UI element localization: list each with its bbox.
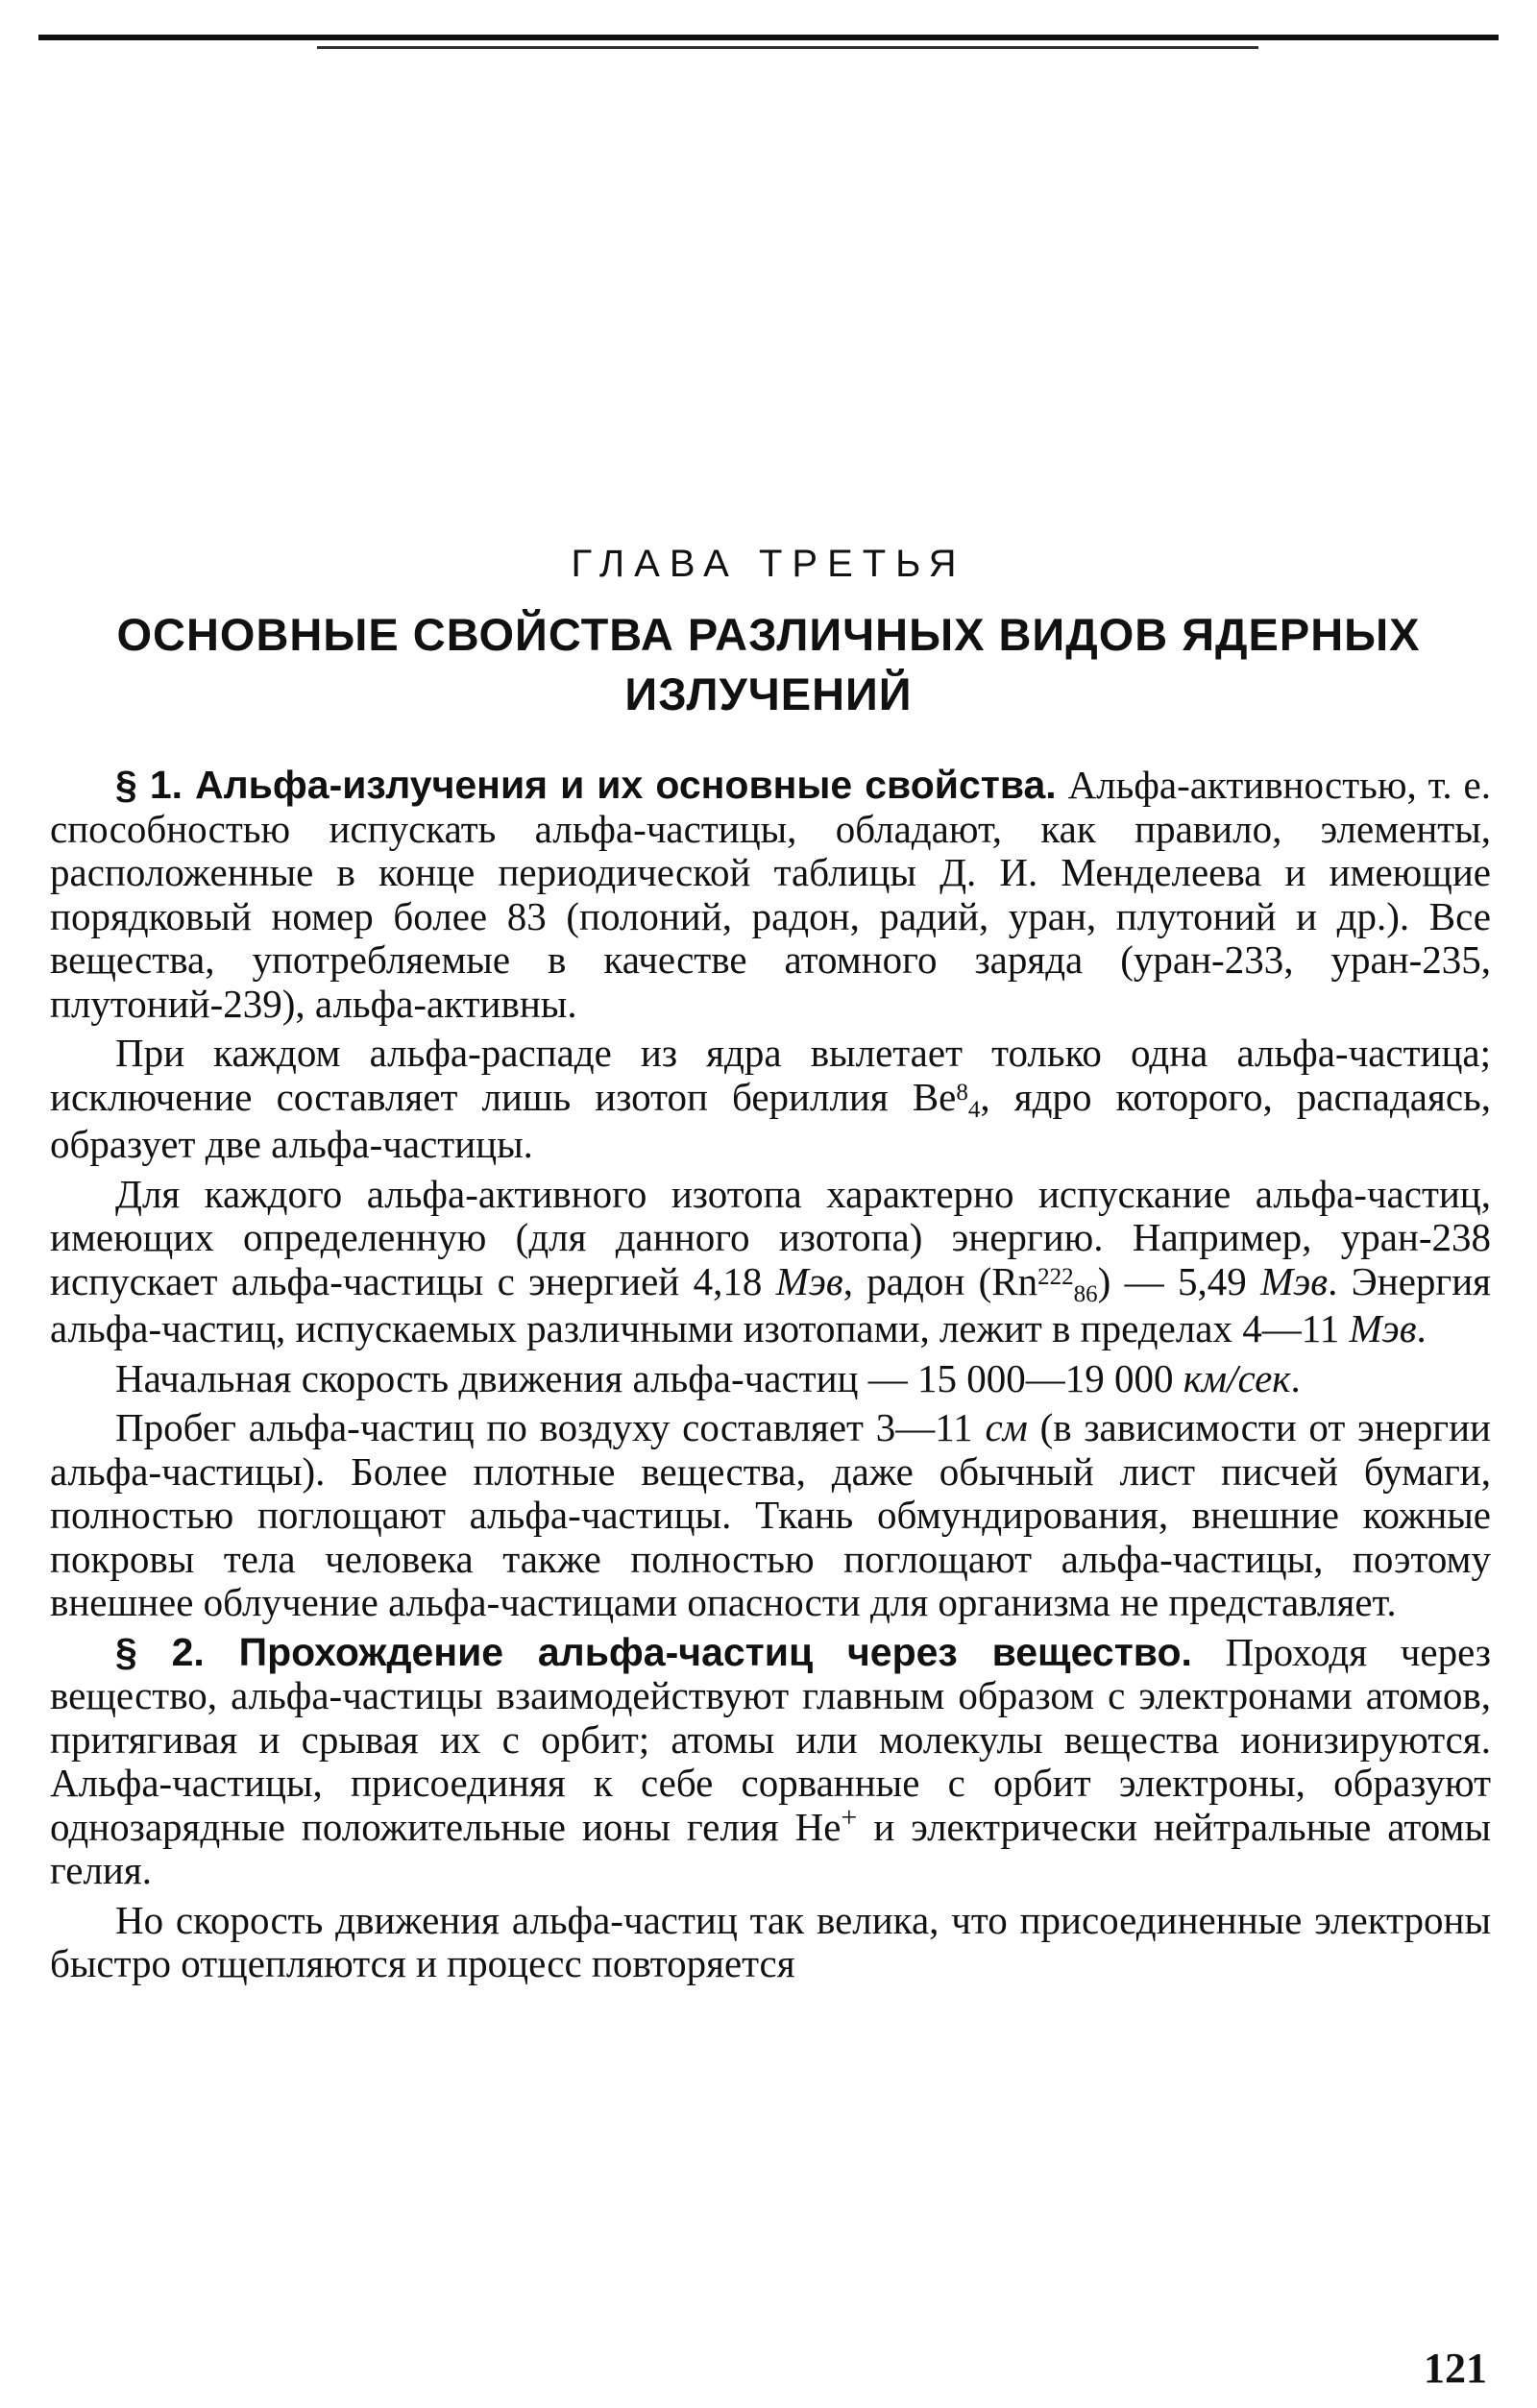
- paragraph-4: [50, 1357, 1491, 1401]
- paragraph-1: [50, 764, 1491, 1026]
- paragraph-4-text-a: Начальная скорость движения альфа-частиц — 15 000—19 000: [115, 1355, 1183, 1400]
- radon-mass-number: 222: [1037, 1263, 1074, 1290]
- paragraph-3-text-a: Для каждого альфа-активного изотопа характерно испускание альфа-частиц, имеющих определенную (для данного изотопа) энергию. Например, уран-238 испускает альфа-частицы с энергией 4,18: [50, 1171, 1491, 1303]
- unit-mev-1: Мэв: [775, 1258, 843, 1303]
- radon-atomic-number: 86: [1073, 1280, 1098, 1307]
- paragraph-2-text-a: При каждом альфа-распаде из ядра вылетает только одна альфа-частица; исключение составляет лишь изотоп бериллия Be: [50, 1031, 1491, 1119]
- unit-cm: см: [985, 1405, 1028, 1449]
- beryllium-isotope-index: [956, 1079, 981, 1123]
- chapter-title: [0, 605, 1537, 724]
- beryllium-atomic-number: 4: [967, 1096, 981, 1123]
- helium-ion-charge: +: [841, 1800, 858, 1833]
- paragraph-6-text-a: Проходя через вещество, альфа-частицы взаимодействуют главным образом с электронами атомов, притягивая и срывая их с орбит; атомы или молекулы вещества ионизируются. Альфа-частицы, присоединяя к себе сорванные с орбит электроны, образуют однозарядные положительные ионы гелия He: [50, 1629, 1491, 1849]
- paragraph-3-text-d: . Энергия альфа-частиц, испускаемых различными изотопами, лежит в пределах 4—11: [50, 1258, 1492, 1350]
- chapter-label: ГЛАВА ТРЕТЬЯ: [571, 543, 966, 585]
- page-number: 121: [1424, 2345, 1487, 2392]
- top-rule: [38, 35, 1499, 40]
- chapter-title-line-2: ИЗЛУЧЕНИЙ: [624, 669, 913, 719]
- top-rule-thin: [317, 46, 1258, 49]
- paragraph-3: [50, 1173, 1491, 1351]
- section-1-heading: § 1. Альфа-излучения и их основные свойства.: [115, 763, 1057, 807]
- paragraph-6: [50, 1631, 1491, 1893]
- radon-isotope-index: [1037, 1263, 1098, 1307]
- paragraph-3-text-b: , радон (Rn: [842, 1258, 1038, 1303]
- paragraph-1-text: Альфа-активностью, т. е. способностью испускать альфа-частицы, обладают, как правило, элементы, расположенные в конце периодической таблицы Д. И. Менделеева и имеющие порядковый номер более 83 (полоний, радон, радий, уран, плутоний и др.). Все вещества, употребляемые в качестве атомного заряда (уран-233, уран-235, плутоний-239), альфа-активны.: [50, 763, 1491, 1026]
- chapter-title-line-1: ОСНОВНЫЕ СВОЙСТВА РАЗЛИЧНЫХ ВИДОВ ЯДЕРНЫХ: [116, 609, 1421, 660]
- paragraph-3-text-c: ) — 5,49: [1097, 1258, 1261, 1303]
- paragraph-2: [50, 1032, 1491, 1167]
- paragraph-6-text-b: и электрически нейтральные атомы гелия.: [50, 1804, 1491, 1892]
- paragraph-5-text-b: (в зависимости от энергии альфа-частицы). Более плотные вещества, даже обычный лист писчей бумаги, полностью поглощают альфа-частицы. Ткань обмундирования, внешние кожные покровы тела человека также полностью поглощают альфа-частицы, поэтому внешнее облучение альфа-частицами опасности для организма не представляет.: [50, 1405, 1491, 1624]
- paragraph-7-text: Но скорость движения альфа-частиц так велика, что присоединенные электроны быстро отщепляются и процесс повторяется: [50, 1897, 1491, 1985]
- paragraph-2-text-b: , ядро которого, распадаясь, образует две альфа-частицы.: [50, 1074, 1491, 1166]
- paragraph-7: [50, 1899, 1491, 1986]
- unit-mev-3: Мэв: [1349, 1306, 1417, 1350]
- paragraph-4-text-b: .: [1290, 1355, 1301, 1400]
- paragraph-5: [50, 1406, 1491, 1625]
- section-2-heading: § 2. Прохождение альфа-частиц через вещество.: [115, 1629, 1192, 1674]
- paragraph-5-text-a: Пробег альфа-частиц по воздуху составляет 3—11: [115, 1405, 986, 1449]
- unit-mev-2: Мэв: [1260, 1258, 1329, 1303]
- paragraph-3-text-e: .: [1416, 1306, 1427, 1350]
- body-text: [50, 764, 1491, 1992]
- unit-km-sec: км/сек: [1183, 1355, 1291, 1400]
- beryllium-mass-number: 8: [956, 1079, 968, 1106]
